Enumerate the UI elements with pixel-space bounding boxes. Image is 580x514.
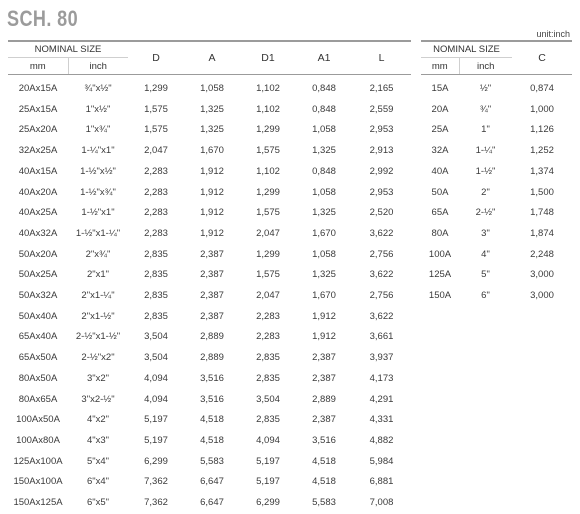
table-cell: 1,058 [312,124,336,136]
table-cell: 1,575 [144,103,168,115]
table-cell: 3" [481,227,490,239]
table-cell: 7,362 [144,497,168,509]
table-cell: 2,835 [256,414,280,426]
table-cell: 1-¼" [475,145,496,157]
table-cell: 1,374 [530,165,554,177]
table-row [421,162,572,183]
table-cell: 1,299 [256,186,280,198]
table-cell: 2,835 [144,290,168,302]
nominal-size-header: NOMINAL SIZE [8,41,128,58]
table-cell: 1,058 [200,83,224,94]
column-header-mm: mm [8,58,68,75]
table-row [421,286,572,307]
table-cell: 0,848 [312,165,336,177]
table-cell: 5,197 [144,414,168,426]
table-cell: ½" [479,83,492,94]
table-cell: 15A [431,83,449,94]
table-cell: 1-¼"x1" [81,145,115,157]
table-cell: 1,058 [312,186,336,198]
table-cell: 2-½"x2" [81,352,115,364]
table-row [8,307,411,328]
table-cell: 1,575 [256,269,280,281]
table-cell: 80Ax65A [18,393,58,405]
table-cell: 1,670 [312,227,336,239]
table-cell: 1,575 [144,124,168,136]
table-cell: 5" [481,269,490,281]
table-cell: 5,583 [200,455,224,467]
table-cell: 2,835 [144,310,168,322]
table-row [8,327,411,348]
table-cell: 2,387 [200,248,224,260]
table-cell: 2,387 [200,290,224,302]
table-row [8,286,411,307]
table-cell: 1,575 [256,207,280,219]
table-cell: 1,325 [200,124,224,136]
table-row [8,224,411,245]
table-cell: 150Ax100A [13,476,63,488]
table-cell: 40Ax32A [18,227,58,239]
table-cell: 2,889 [200,331,224,343]
table-cell: 2,283 [144,186,168,198]
table-cell: 40Ax20A [18,186,58,198]
table-cell: 3,516 [200,393,224,405]
table-row [8,431,411,452]
table-cell: 32A [431,145,449,157]
table-cell: 2,248 [530,248,554,260]
table-cell: 5,984 [369,455,394,467]
table-cell: 6,881 [369,476,394,488]
table-cell: 25Ax20A [18,124,58,136]
table-cell: 50Ax25A [18,269,58,281]
column-header-inch: inch [459,58,512,75]
table-cell: 1-½"x1" [81,207,115,219]
table-cell: 50Ax32A [18,290,58,302]
table-cell: 2,756 [369,290,394,302]
table-cell: 2,756 [369,248,394,260]
table-cell: 1-½"x1-¼" [75,227,121,239]
table-cell: 3,000 [530,290,554,302]
table-cell: 125Ax100A [13,455,63,467]
table-cell: 1"x¾" [85,124,111,136]
table-cell: 3,504 [144,331,168,343]
table-cell: 2,387 [312,372,336,384]
table-cell: 6"x5" [86,497,110,509]
table-cell: 1,874 [530,227,554,239]
table-cell: 2,387 [200,269,224,281]
table-cell: 1,102 [256,103,280,115]
table-cell: 2,047 [256,227,280,239]
table-row [8,265,411,286]
table-cell: 4,518 [200,414,224,426]
table-cell: 1,325 [312,145,336,157]
table-cell: 1,912 [200,165,224,177]
table-row [421,224,572,245]
table-cell: 2-½" [475,207,496,219]
table-cell: 2,992 [369,165,394,177]
table-cell: 3,661 [369,331,394,343]
table-cell: 1,912 [312,310,336,322]
table-cell: 2,047 [144,145,168,157]
column-header-a1: A1 [296,41,352,75]
column-header-a: A [184,41,240,75]
table-cell: 2" [481,186,490,198]
table-cell: 1-½"x½" [80,165,116,177]
column-header-d1: D1 [240,41,296,75]
table-cell: 4,518 [200,434,224,446]
column-header-d: D [128,41,184,75]
table-cell: 2,889 [312,393,336,405]
table-row [421,265,572,286]
table-cell: 1" [481,124,490,136]
table-cell: 2,283 [144,227,168,239]
table-cell: 1-½"x¾" [80,186,116,198]
table-cell: 3"x2" [86,372,110,384]
table-cell: 2"x¾" [85,248,111,260]
table-cell: 4,518 [312,476,336,488]
table-cell: 65Ax40A [18,331,58,343]
table-cell: 3,622 [369,227,394,239]
table-cell: 5"x4" [86,455,110,467]
table-cell: 1-½" [475,165,496,177]
table-cell: 2,283 [144,207,168,219]
table-cell: 6,299 [256,497,280,509]
table-row [8,369,411,390]
table-cell: 100Ax80A [16,434,60,446]
table-cell: 1,299 [144,83,168,94]
table-row [8,245,411,266]
table-row [421,183,572,204]
table-row [8,493,411,514]
table-cell: 125A [428,269,452,281]
table-cell: 7,008 [369,497,394,509]
table-row [421,100,572,121]
table-cell: 100A [428,248,452,260]
column-header-inch: inch [68,58,128,75]
table-cell: 2"x1-½" [81,310,115,322]
column-header-l: L [352,41,411,75]
table-cell: 1,325 [312,269,336,281]
table-cell: 32Ax25A [18,145,58,157]
table-cell: 2,387 [312,414,336,426]
table-cell: 3,622 [369,310,394,322]
table-cell: 2,283 [144,165,168,177]
table-cell: 3,000 [530,269,554,281]
table-cell: 50Ax20A [18,248,58,260]
table-row [8,410,411,431]
table-cell: 1,058 [312,248,336,260]
table-cell: 1,299 [256,124,280,136]
table-cell: 2"x1" [86,269,110,281]
column-header-mm: mm [421,58,459,75]
table-row [8,162,411,183]
table-cell: 50Ax40A [18,310,58,322]
table-cell: 3,622 [369,269,394,281]
table-cell: 2,387 [200,310,224,322]
table-row [8,141,411,162]
table-cell: 2,283 [256,310,280,322]
table-cell: 1"x½" [85,103,111,115]
table-cell: 6" [481,290,490,302]
table-cell: 2,835 [144,269,168,281]
table-cell: 1,299 [256,248,280,260]
table-cell: 1,912 [200,227,224,239]
table-cell: 2,889 [200,352,224,364]
table-cell: 4,331 [369,414,394,426]
table-cell: 2,165 [369,83,394,94]
table-cell: 2"x1-¼" [81,290,115,302]
table-row [8,203,411,224]
table-cell: 1,000 [530,103,554,115]
table-cell: 2,387 [312,352,336,364]
table-cell: 0,848 [312,83,336,94]
table-cell: 2,913 [369,145,394,157]
table-cell: 4"x3" [86,434,110,446]
table-cell: 4" [481,248,490,260]
table-cell: 1,748 [530,207,554,219]
table-cell: 7,362 [144,476,168,488]
table-cell: 4,094 [144,393,168,405]
table-row [421,141,572,162]
table-cell: 3,516 [200,372,224,384]
table-cell: 150A [428,290,452,302]
table-cell: 3,516 [312,434,336,446]
table-cell: 6"x4" [86,476,110,488]
table-cell: 2,835 [256,372,280,384]
table-cell: 6,647 [200,476,224,488]
table-row [421,245,572,266]
table-cell: 40Ax15A [18,165,58,177]
table-cell: 1,252 [530,145,554,157]
table-cell: 3"x2-½" [81,393,115,405]
table-row [8,348,411,369]
column-header-c: C [512,41,572,75]
table-cell: 4,094 [144,372,168,384]
table-cell: 1,575 [256,145,280,157]
table-cell: 100Ax50A [16,414,60,426]
table-cell: 1,102 [256,83,280,94]
table-cell: 150Ax125A [13,497,63,509]
table-cell: 2,953 [369,186,394,198]
table-cell: 4,094 [256,434,280,446]
table-row [8,183,411,204]
table-cell: 2-½"x1-½" [75,331,121,343]
table-cell: 50A [431,186,449,198]
table-cell: 2,835 [144,248,168,260]
table-cell: 6,647 [200,497,224,509]
table-cell: 2,559 [369,103,394,115]
table-cell: 5,197 [256,455,280,467]
table-cell: 1,325 [312,207,336,219]
table-cell: ¾"x½" [84,83,112,94]
table-cell: 1,102 [256,165,280,177]
dimensions-table [8,40,411,514]
table-cell: 40Ax25A [18,207,58,219]
table-row [421,120,572,141]
table-cell: 5,197 [256,476,280,488]
table-cell: 1,670 [312,290,336,302]
table-cell: 25Ax15A [18,103,58,115]
table-cell: 4"x2" [86,414,110,426]
table-cell: 4,173 [369,372,394,384]
table-cell: 3,504 [256,393,280,405]
table-cell: 1,500 [530,186,554,198]
table-cell: 0,874 [530,83,554,94]
table-cell: 4,882 [369,434,394,446]
table-cell: 4,291 [369,393,394,405]
table-row [8,472,411,493]
table-cell: 3,937 [369,352,394,364]
table-row [421,75,572,100]
table-cell: 80A [431,227,449,239]
c-dimension-table [421,40,572,307]
table-cell: 1,126 [530,124,554,136]
table-cell: 40A [431,165,449,177]
page-title: SCH. 80 [7,6,79,31]
table-cell: 1,670 [200,145,224,157]
table-cell: 1,912 [312,331,336,343]
table-cell: 6,299 [144,455,168,467]
table-cell: 20A [431,103,449,115]
table-cell: 25A [431,124,449,136]
table-row [8,120,411,141]
table-cell: 2,835 [256,352,280,364]
table-cell: 3,504 [144,352,168,364]
table-row [8,75,411,100]
table-cell: 2,283 [256,331,280,343]
table-row [8,452,411,473]
unit-label: unit:inch [536,29,570,39]
table-cell: 20Ax15A [18,83,58,94]
nominal-size-header: NOMINAL SIZE [421,41,512,58]
table-cell: ¾" [479,103,492,115]
table-cell: 5,583 [312,497,336,509]
table-cell: 2,047 [256,290,280,302]
table-cell: 1,912 [200,207,224,219]
table-cell: 0,848 [312,103,336,115]
table-cell: 2,520 [369,207,394,219]
table-row [8,390,411,411]
table-cell: 80Ax50A [18,372,58,384]
table-cell: 5,197 [144,434,168,446]
table-cell: 1,912 [200,186,224,198]
table-row [421,203,572,224]
table-cell: 1,325 [200,103,224,115]
table-cell: 65Ax50A [18,352,58,364]
table-cell: 65A [431,207,449,219]
table-row [8,100,411,121]
table-cell: 4,518 [312,455,336,467]
table-cell: 2,953 [369,124,394,136]
